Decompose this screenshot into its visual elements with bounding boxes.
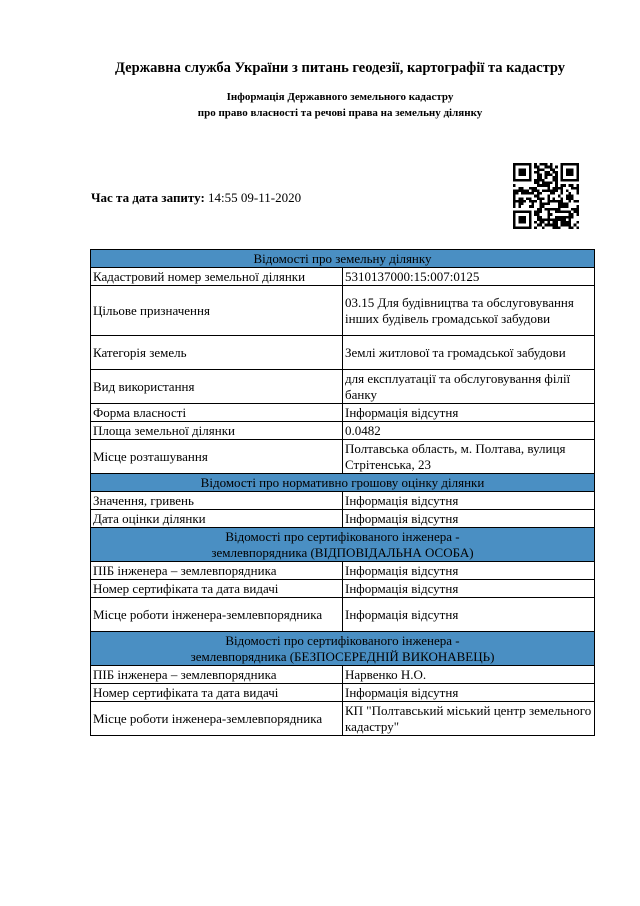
- executor-engineer-cert-value: Інформація відсутня: [343, 684, 595, 702]
- section-header-engineer-responsible-line1: Відомості про сертифікованого інженера -: [225, 528, 460, 544]
- responsible-engineer-name-value: Інформація відсутня: [343, 562, 595, 580]
- purpose-value: 03.15 Для будівництва та обслуговування інших будівель громадської забудови: [343, 286, 595, 336]
- valuation-date-label: Дата оцінки ділянки: [91, 510, 343, 528]
- query-value: 14:55 09-11-2020: [208, 190, 302, 205]
- query-label: Час та дата запиту:: [91, 190, 205, 205]
- usage-type-value: для експлуатації та обслуговування філії банку: [343, 370, 595, 404]
- section-header-engineer-responsible-line2: землевпорядника (ВІДПОВІДАЛЬНА ОСОБА): [211, 544, 474, 560]
- location-value: Полтавська область, м. Полтава, вулиця Стрітенська, 23: [343, 440, 595, 474]
- executor-engineer-work-label: Місце роботи інженера-землевпорядника: [91, 702, 343, 736]
- ownership-form-label: Форма власності: [91, 404, 343, 422]
- section-header-engineer-responsible: [91, 528, 595, 562]
- executor-engineer-name-label: ПІБ інженера – землевпорядника: [91, 666, 343, 684]
- responsible-engineer-name-label: ПІБ інженера – землевпорядника: [91, 562, 343, 580]
- executor-engineer-cert-label: Номер сертифіката та дата видачі: [91, 684, 343, 702]
- valuation-date-value: Інформація відсутня: [343, 510, 595, 528]
- land-category-value: Землі житлової та громадської забудови: [343, 336, 595, 370]
- agency-title: Державна служба України з питань геодезії, картографії та кадастру: [114, 60, 566, 76]
- query-timestamp: [91, 190, 301, 206]
- location-label: Місце розташування: [91, 440, 343, 474]
- executor-engineer-name-value: Нарвенко Н.О.: [343, 666, 595, 684]
- section-header-engineer-executor: [91, 632, 595, 666]
- responsible-engineer-work-label: Місце роботи інженера-землевпорядника: [91, 598, 343, 632]
- document-subtitle-line2: про право власності та речові права на земельну ділянку: [197, 107, 483, 119]
- cadastral-number-label: Кадастровий номер земельної ділянки: [91, 268, 343, 286]
- document-subtitle-line1: Інформація Державного земельного кадастру: [226, 91, 454, 103]
- qr-code-icon: [513, 163, 579, 229]
- land-area-label: Площа земельної ділянки: [91, 422, 343, 440]
- responsible-engineer-cert-label: Номер сертифіката та дата видачі: [91, 580, 343, 598]
- responsible-engineer-work-value: Інформація відсутня: [343, 598, 595, 632]
- valuation-value-label: Значення, гривень: [91, 492, 343, 510]
- valuation-value-value: Інформація відсутня: [343, 492, 595, 510]
- section-header-engineer-executor-line2: землевпорядника (БЕЗПОСЕРЕДНІЙ ВИКОНАВЕЦЬ): [190, 648, 495, 664]
- section-header-land: Відомості про земельну ділянку: [91, 250, 595, 268]
- usage-type-label: Вид використання: [91, 370, 343, 404]
- section-header-valuation: Відомості про нормативно грошову оцінку ділянки: [91, 474, 595, 492]
- ownership-form-value: Інформація відсутня: [343, 404, 595, 422]
- cadastral-info-table: [90, 249, 595, 736]
- responsible-engineer-cert-value: Інформація відсутня: [343, 580, 595, 598]
- land-area-value: 0.0482: [343, 422, 595, 440]
- executor-engineer-work-value: КП "Полтавський міський центр земельного кадастру": [343, 702, 595, 736]
- cadastral-number-value: 5310137000:15:007:0125: [343, 268, 595, 286]
- purpose-label: Цільове призначення: [91, 286, 343, 336]
- land-category-label: Категорія земель: [91, 336, 343, 370]
- section-header-engineer-executor-line1: Відомості про сертифікованого інженера -: [225, 632, 460, 648]
